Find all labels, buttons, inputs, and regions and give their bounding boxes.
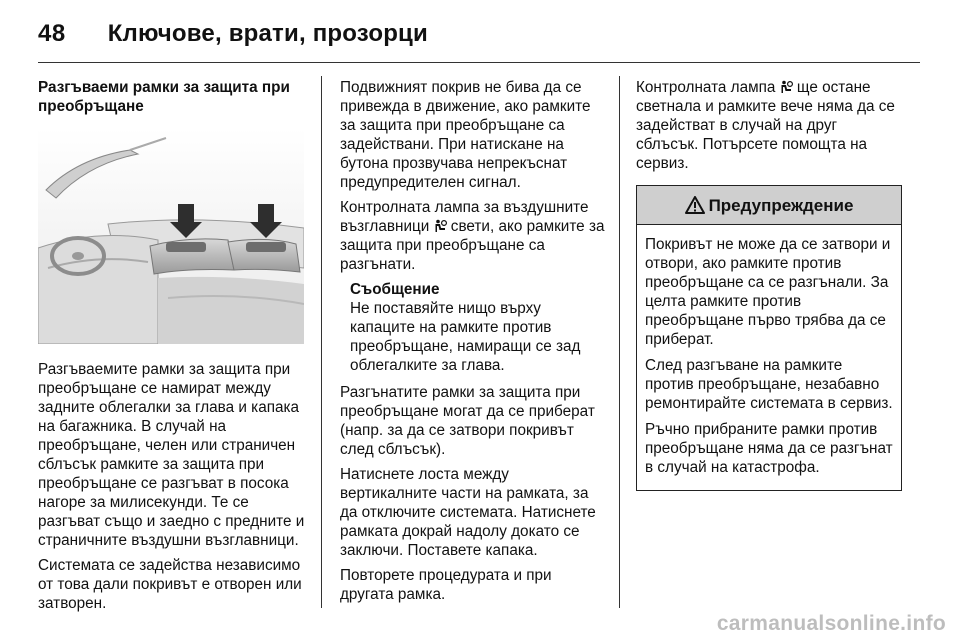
text-span: Контролната лампа	[636, 79, 780, 96]
paragraph: Разгънатите рамки за защита при преобръщане могат да се приберат (напр. за да се затвори покривът след сблъсък).	[340, 384, 595, 458]
note-block	[340, 280, 606, 375]
text-span: свети, ако рамките за защита при преобръщане са разгънати.	[340, 218, 605, 273]
column-divider	[619, 76, 620, 608]
warning-box	[636, 185, 902, 491]
warning-paragraph: Покривът не може да се затвори и отвори, ако рамките против преобръщане са се разгънали. За целта рамките против преобръщане първо трябва да се приберат.	[645, 236, 891, 348]
text-span: Контролната лампа за въздушните възглавници	[340, 199, 589, 235]
paragraph: Разгъваемите рамки за защита при преобръщане се намират между задните облегалки за глава и капака на багажника. В случай на преобръщане, челен или страничен сблъсък рамките за защита при преобръщане се разгъват в посока нагоре за милисекунди. Те се разгъват също и заедно с предните и страничните въздушни възглавници.	[38, 361, 305, 549]
airbag-warning-lamp-icon	[434, 219, 447, 233]
page-header	[38, 14, 920, 54]
text-span: ще остане светнала и рамките вече няма да се задействат в случай на друг сблъсък. Потърсете помощта на сервиз.	[636, 79, 895, 172]
column-1	[38, 78, 306, 619]
warning-paragraph: Ръчно прибраните рамки против преобръщане няма да се разгънат в случай на катастрофа.	[645, 421, 893, 476]
column-divider	[321, 76, 322, 608]
paragraph: Натиснете лоста между вертикалните части на рамката, за да отключите системата. Натиснете рамката докрай надолу докато се заключи. Поставете капака.	[340, 466, 596, 559]
watermark: carmanualsonline.info	[716, 612, 946, 635]
paragraph: Подвижният покрив не бива да се привежда в движение, ако рамките за защита при преобръщане са задействани. При натискане на бутона прозвучава непрекъснат предупредителен сигнал.	[340, 79, 591, 191]
header-rule	[38, 62, 920, 63]
warning-body	[637, 225, 901, 490]
warning-paragraph: След разгъване на рамките против преобръщане, незабавно ремонтирайте системата в сервиз.	[645, 357, 893, 412]
column-2	[340, 78, 606, 610]
column-3	[636, 78, 902, 491]
airbag-warning-lamp-icon	[780, 80, 793, 94]
warning-header	[637, 186, 901, 225]
note-title: Съобщение	[350, 281, 440, 298]
paragraph	[340, 198, 606, 274]
note-text: Не поставяйте нищо върху капаците на рамките против преобръщане, намиращи се зад облегалките за глава.	[350, 300, 581, 374]
paragraph: Повторете процедурата и при другата рамка.	[340, 567, 552, 603]
rollover-bars-illustration	[38, 128, 304, 344]
paragraph: Системата се задейства независимо от това дали покривът е отворен или затворен.	[38, 557, 302, 612]
chapter-title: Ключове, врати, прозорци	[107, 20, 428, 47]
warning-title: Предупреждение	[708, 195, 854, 215]
warning-triangle-icon	[685, 196, 705, 214]
paragraph	[636, 78, 902, 173]
page-number: 48	[38, 20, 66, 47]
section-heading: Разгъваеми рамки за защита при преобръщане	[38, 79, 290, 115]
